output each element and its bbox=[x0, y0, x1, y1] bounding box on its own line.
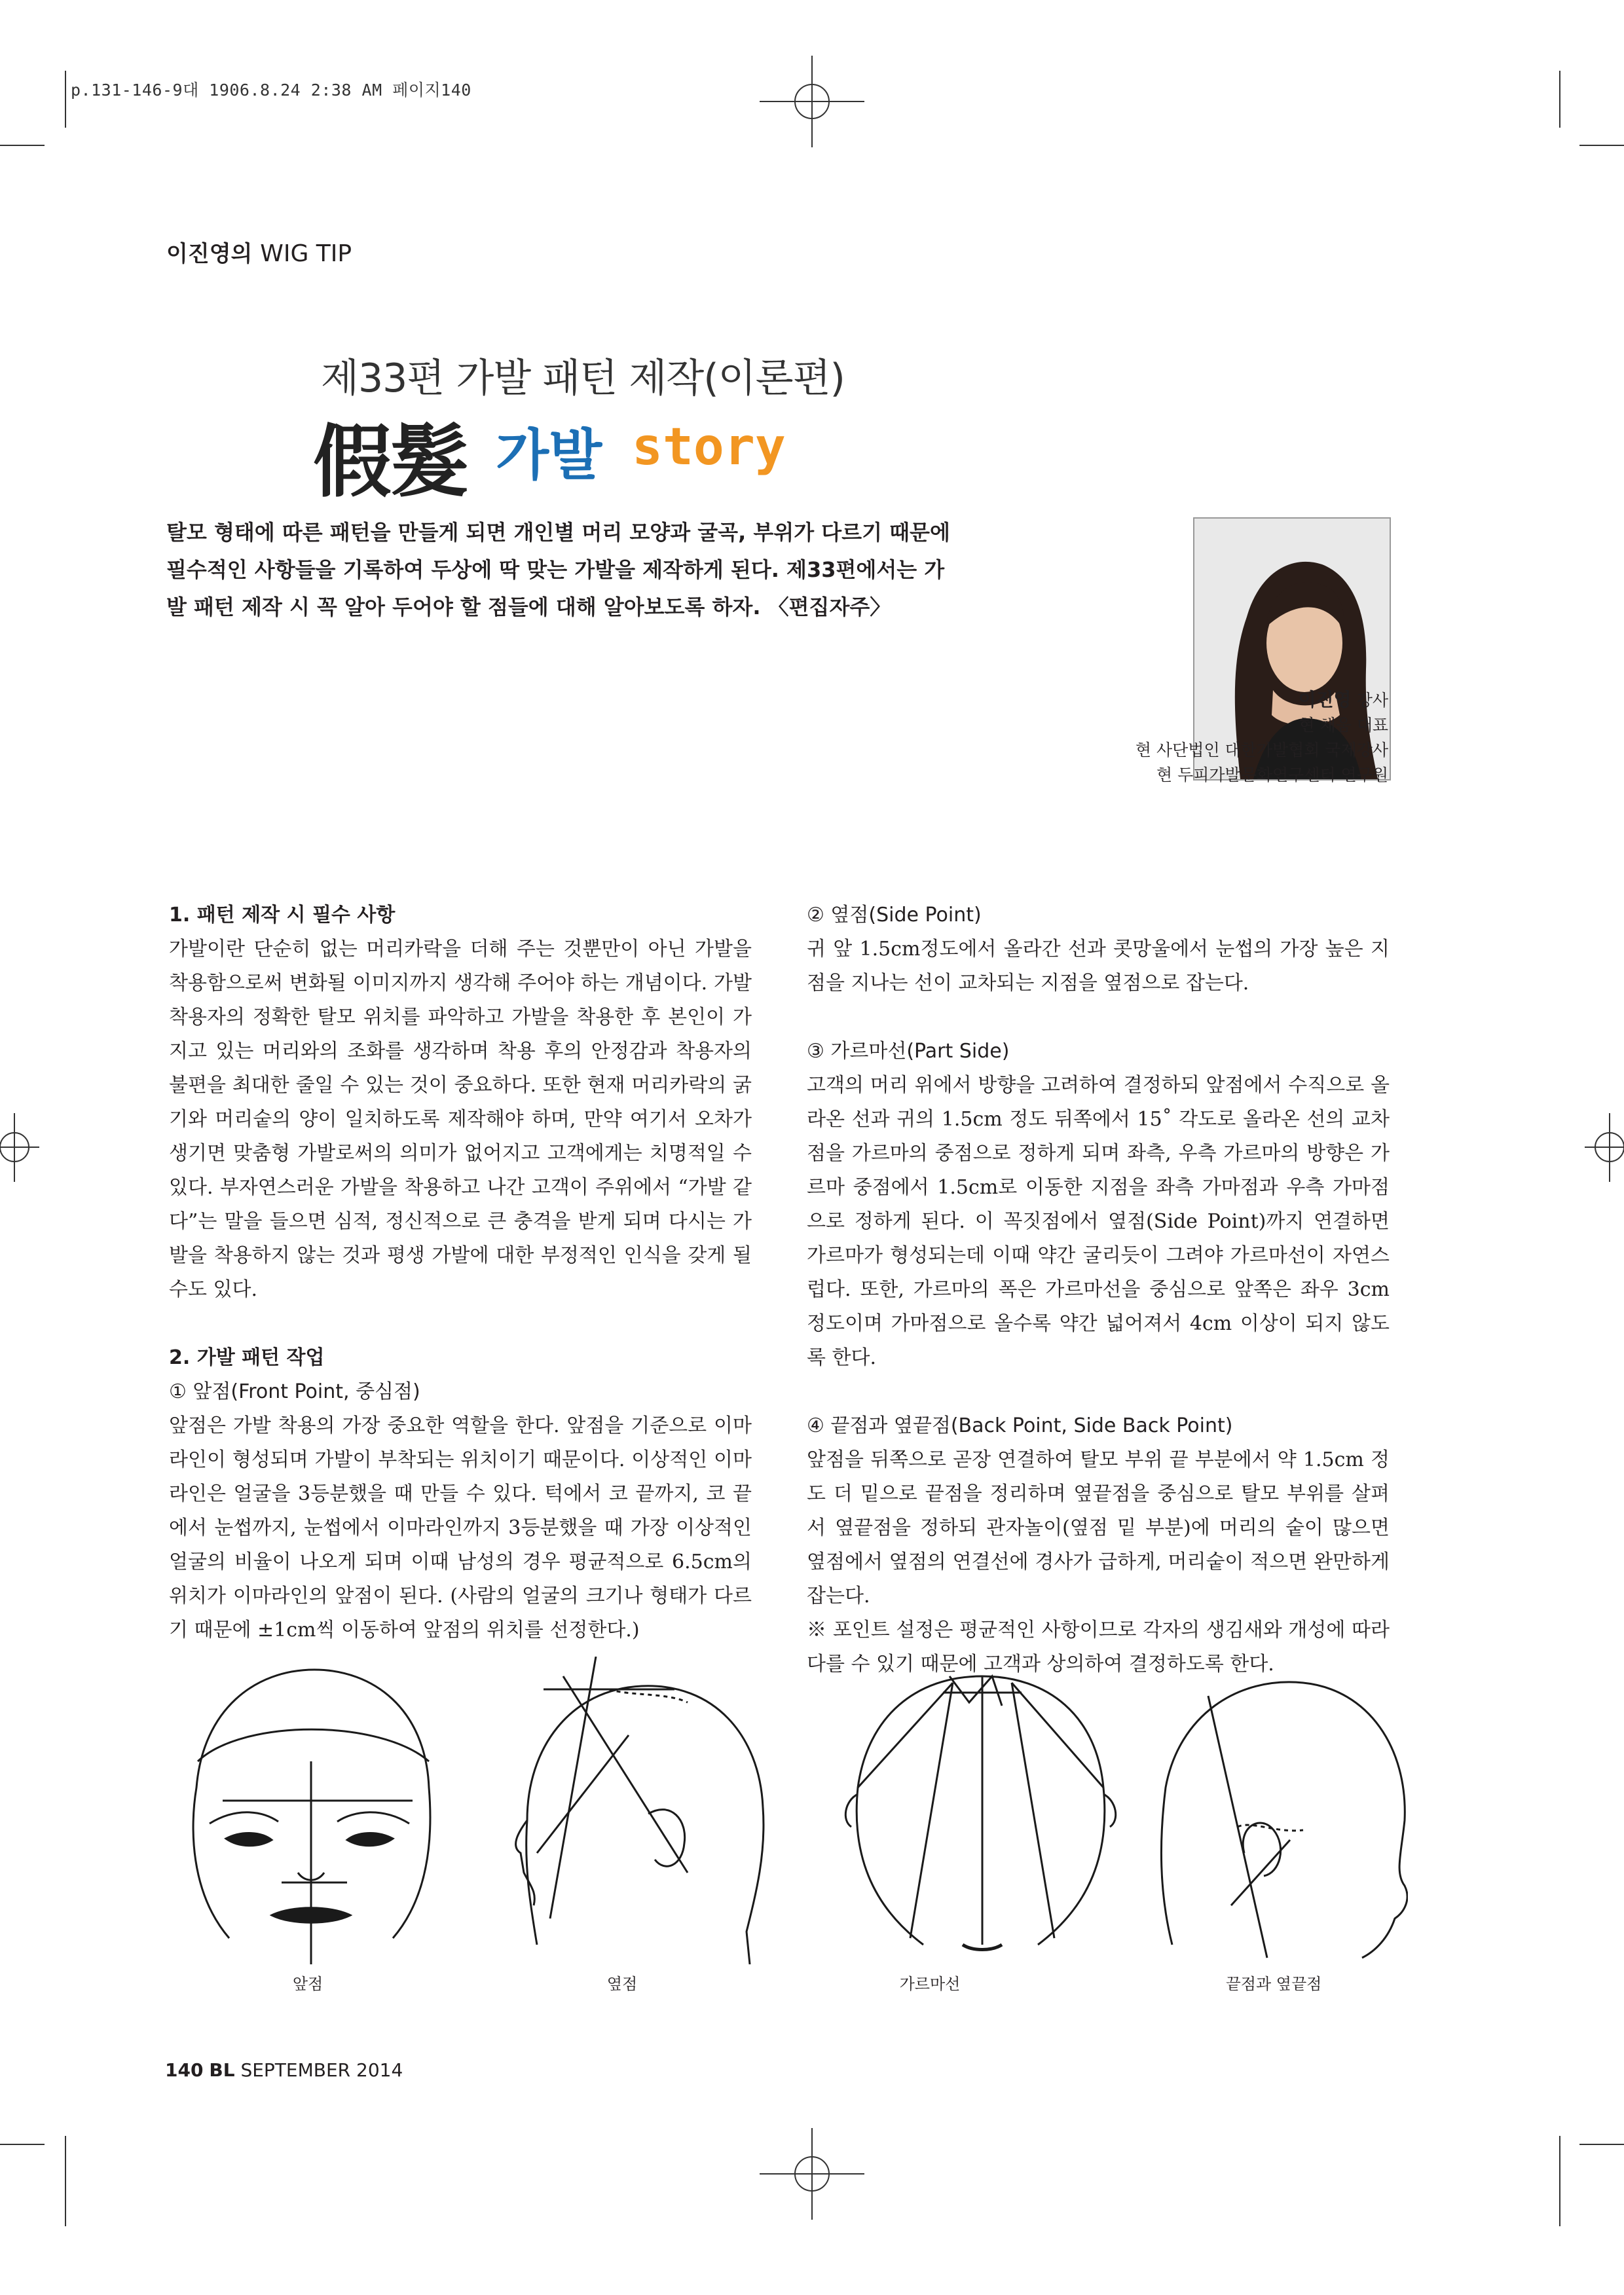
column-label bbox=[166, 236, 352, 268]
issue-date: SEPTEMBER 2014 bbox=[240, 2059, 403, 2081]
figure-caption: 끝점과 옆끝점 bbox=[1225, 1975, 1322, 1993]
subsection-body: 귀 앞 1.5cm정도에서 올라간 선과 콧망울에서 눈썹의 가장 높은 지점을 지나는 선이 교차되는 지점을 옆점으로 잡는다. bbox=[807, 938, 1390, 995]
editor-intro: 탈모 형태에 따른 패턴을 만들게 되면 개인별 머리 모양과 굴곡, 부위가 다르기 때문에 필수적인 사항들을 기록하여 두상에 딱 맞는 가발을 제작하게 된다. 제33편에서는 가발 패턴 제작 시 꼭 알아 두어야 할 점들에 대해 알아보도록 하자. 〈편집자주〉 bbox=[166, 520, 950, 619]
print-slug: p.131-146-9대 1906.8.24 2:38 AM 페이지140 bbox=[71, 81, 471, 100]
subsection-heading: ④ 끝점과 옆끝점(Back Point, Side Back Point) bbox=[807, 1414, 1233, 1437]
figure-caption: 가르마선 bbox=[899, 1975, 961, 1993]
title-hanja: 假髮 bbox=[313, 416, 468, 508]
subsection-body: 고객의 머리 위에서 방향을 고려하여 결정하되 앞점에서 수직으로 올라온 선과 귀의 1.5cm 정도 뒤쪽에서 15˚ 각도로 올라온 선의 교차점을 가르마의 중점으로 정하게 되며 좌측, 우측 가르마의 방향은 가르마 중점에서 1.5cm로 이동한 지점을 좌측 가마점과 우측 가마점으로 정하게 된다. 이 꼭짓점에서 옆점(Side Point)까지 연결하면 가르마가 형성되는데 이때 약간 굴리듯이 그려야 가르마선이 자연스럽다. 또한, 가르마의 폭은 가르마선을 중심으로 앞쪽은 좌우 3cm 정도이며 가마점으로 올수록 약간 넓어져서 4cm 이상이 되지 않도록 한다. bbox=[807, 1074, 1390, 1369]
column-label-ko: 이진영의 bbox=[166, 241, 253, 267]
title-ko: 가발 bbox=[496, 423, 602, 487]
subsection-body: 앞점을 뒤쪽으로 곧장 연결하여 탈모 부위 끝 부분에서 약 1.5cm 정도 더 밑으로 끝점을 정리하며 옆끝점을 중심으로 탈모 부위를 살펴서 옆끝점을 정하되 관자놀이(옆점 밑 부분)에 머리의 숱이 많으면 옆점에서 옆점의 연결선에 경사가 급하게, 머리숱이 적으면 완만하게 잡는다. bbox=[807, 1448, 1390, 1607]
author-line: 현 사단법인 대한가발협회 국제강사 bbox=[1135, 741, 1388, 760]
subsection-heading: ① 앞점(Front Point, 중심점) bbox=[169, 1380, 420, 1403]
column-label-en: WIG TIP bbox=[260, 240, 352, 267]
subsection-heading: ③ 가르마선(Part Side) bbox=[807, 1040, 1010, 1063]
body-column-left bbox=[169, 898, 752, 1647]
title-en: story bbox=[632, 418, 786, 477]
author-line: 현 두피가발문화연구센터 연구원 bbox=[1156, 765, 1388, 784]
author-info bbox=[1135, 688, 1388, 788]
author-role: 강사 bbox=[1356, 691, 1388, 710]
section-heading: 1. 패턴 제작 시 필수 사항 bbox=[169, 904, 396, 927]
figure-caption: 옆점 bbox=[606, 1975, 638, 1993]
subsection-heading: ② 옆점(Side Point) bbox=[807, 904, 982, 927]
figure-caption: 앞점 bbox=[292, 1975, 323, 1993]
section-heading: 2. 가발 패턴 작업 bbox=[169, 1346, 325, 1369]
note: ※ 포인트 설정은 평균적인 사항이므로 각자의 생김새와 개성에 따라 다를 수 있기 때문에 고객과 상의하여 결정하도록 한다. bbox=[807, 1619, 1390, 1676]
back-point-diagram bbox=[1161, 1682, 1407, 1958]
section-body: 가발이란 단순히 없는 머리카락을 더해 주는 것뿐만이 아닌 가발을 착용함으로써 변화될 이미지까지 생각해 주어야 하는 개념이다. 가발 착용자의 정확한 탈모 위치를 파악하고 가발을 착용한 후 본인이 가지고 있는 머리와의 조화를 생각하며 착용 후의 안정감과 착용자의 불편을 최대한 줄일 수 있는 것이 중요하다. 또한 현재 머리카락의 굵기와 머리숱의 양이 일치하도록 제작해야 하며, 만약 여기서 오차가 생기면 맞춤형 가발로써의 의미가 없어지고 고객에게는 치명적일 수 있다. 부자연스러운 가발을 착용하고 나간 고객이 주위에서 “가발 같다”는 말을 들으면 심적, 정신적으로 큰 충격을 받게 되며 다시는 가발을 착용하지 않는 것과 평생 가발에 대한 부정적인 인식을 갖게 될 수도 있다. bbox=[169, 938, 752, 1301]
page-number: 140 bbox=[165, 2059, 204, 2081]
subsection-body: 앞점은 가발 착용의 가장 중요한 역할을 한다. 앞점을 기준으로 이마라인이 형성되며 가발이 부착되는 위치이기 때문이다. 이상적인 이마라인은 얼굴을 3등분했을 때 만들 수 있다. 턱에서 코 끝까지, 코 끝에서 눈썹까지, 눈썹에서 이마라인까지 3등분했을 때 가장 이상적인 얼굴의 비율이 나오게 되며 이때 남성의 경우 평균적으로 6.5cm의 위치가 이마라인의 앞점이 된다. (사람의 얼굴의 크기나 형태가 다르기 때문에 ±1cm씩 이동하여 앞점의 위치를 선정한다.) bbox=[169, 1414, 752, 1642]
body-column-right bbox=[807, 898, 1390, 1681]
side-point-diagram bbox=[516, 1657, 764, 1964]
page-footer bbox=[165, 2059, 403, 2081]
part-side-diagram bbox=[845, 1676, 1115, 1950]
author-line: 현 채움 대표 bbox=[1299, 716, 1388, 735]
head-diagrams bbox=[164, 1657, 1408, 1964]
front-point-diagram bbox=[193, 1670, 430, 1964]
episode-title: 제33편 가발 패턴 제작(이론편) bbox=[321, 356, 845, 401]
author-name: 이진영 bbox=[1298, 689, 1352, 710]
magazine-name: BL bbox=[209, 2059, 235, 2081]
